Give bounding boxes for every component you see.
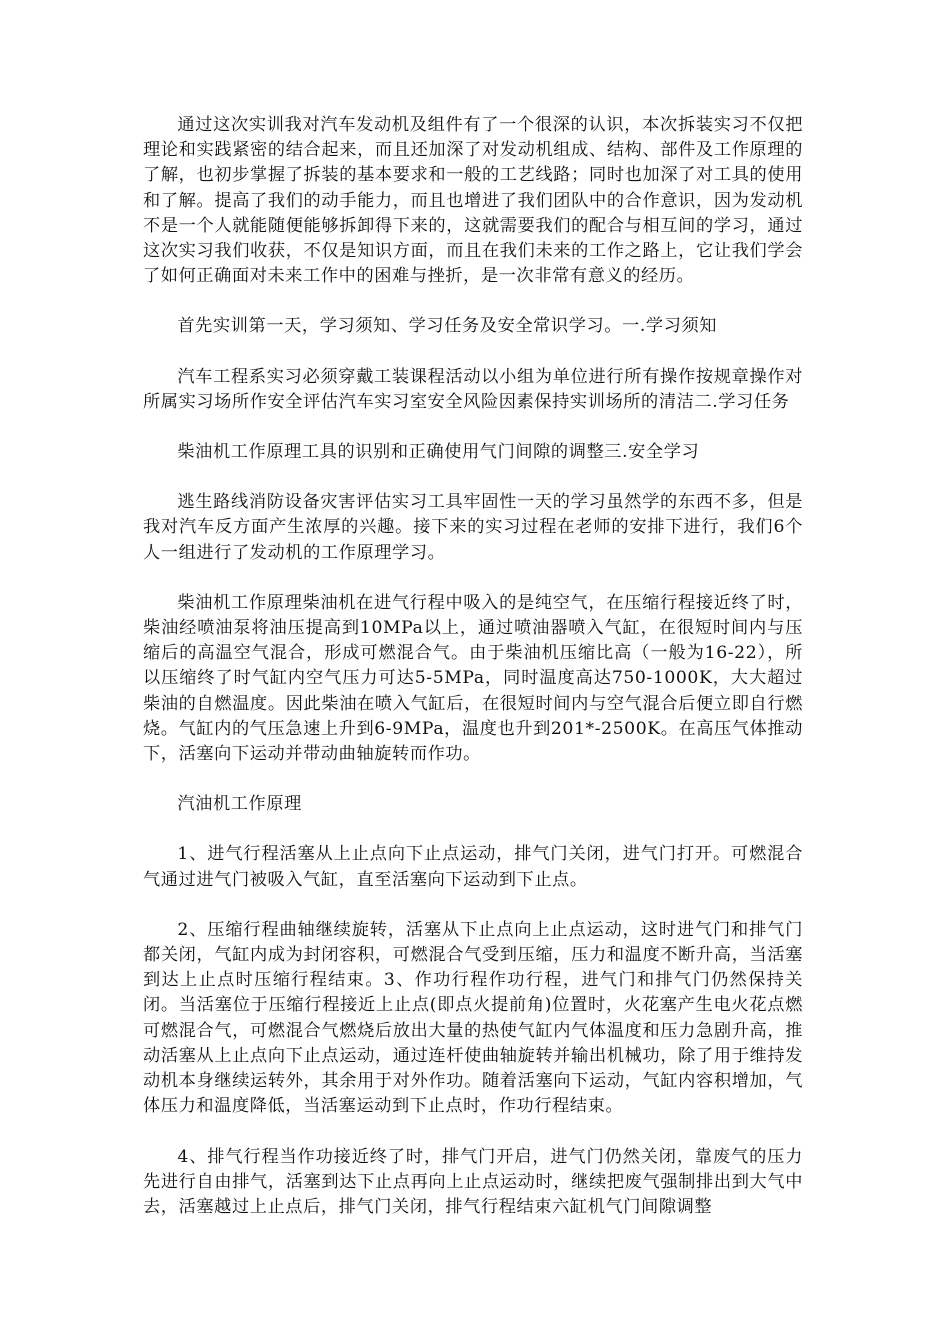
paragraph-diesel-principle: 柴油机工作原理柴油机在进气行程中吸入的是纯空气，在压缩行程接近终了时，柴油经喷油泵将油压提高到10MPa以上，通过喷油器喷入气缸，在很短时间内与压缩后的高温空气混合，形成可燃混合气。由于柴油机压缩比高（一般为16-22），所以压缩终了时气缸内空气压力可达5-5MPa，同时温度高达750-1000K，大大超过柴油的自燃温度。因此柴油在喷入气缸后，在很短时间内与空气混合后便立即自行燃烧。气缸内的气压急速上升到6-9MPa，温度也升到201*-2500K。在高压气体推动下，活塞向下运动并带动曲轴旋转而作功。 bbox=[143, 592, 803, 765]
paragraph-intake-stroke: 1、进气行程活塞从上止点向下止点运动，排气门关闭，进气门打开。可燃混合气通过进气门被吸入气缸，直至活塞向下运动到下止点。 bbox=[143, 844, 803, 890]
paragraph-study-rules: 汽车工程系实习必须穿戴工装课程活动以小组为单位进行所有操作按规章操作对所属实习场所作安全评估汽车实习室安全风险因素保持实训场所的清洁二.学习任务 bbox=[143, 366, 803, 412]
paragraph-exhaust-stroke: 4、排气行程当作功接近终了时，排气门开启，进气门仍然关闭，靠废气的压力先进行自由排气，活塞到达下止点再向上止点运动时，继续把废气强制排出到大气中去，活塞越过上止点后，排气门关闭，排气行程结束六缸机气门间隙调整 bbox=[143, 1146, 803, 1217]
document-page bbox=[143, 113, 803, 1245]
paragraph-safety-study: 逃生路线消防设备灾害评估实习工具牢固性一天的学习虽然学的东西不多，但是我对汽车反方面产生浓厚的兴趣。接下来的实习过程在老师的安排下进行，我们6个人一组进行了发动机的工作原理学习。 bbox=[143, 492, 803, 563]
paragraph-study-tasks: 柴油机工作原理工具的识别和正确使用气门间隙的调整三.安全学习 bbox=[177, 442, 700, 463]
paragraph-compression-power-stroke: 2、压缩行程曲轴继续旋转，活塞从下止点向上止点运动，这时进气门和排气门都关闭，气缸内成为封闭容积，可燃混合气受到压缩，压力和温度不断升高，当活塞到达上止点时压缩行程结束。3、作功行程作功行程，进气门和排气门仍然保持关闭。当活塞位于压缩行程接近上止点(即点火提前角)位置时，火花塞产生电火花点燃可燃混合气，可燃混合气燃烧后放出大量的热使气缸内气体温度和压力急剧升高，推动活塞从上止点向下止点运动，通过连杆使曲轴旋转并输出机械功，除了用于维持发动机本身继续运转外，其余用于对外作功。随着活塞向下运动，气缸内容积增加，气体压力和温度降低，当活塞运动到下止点时，作功行程结束。 bbox=[143, 919, 803, 1117]
paragraph-day-one: 首先实训第一天，学习须知、学习任务及安全常识学习。一.学习须知 bbox=[177, 316, 718, 337]
paragraph-summary: 通过这次实训我对汽车发动机及组件有了一个很深的认识，本次拆装实习不仅把理论和实践紧密的结合起来，而且还加深了对发动机组成、结构、部件及工作原理的了解，也初步掌握了拆装的基本要求和一般的工艺线路；同时也加深了对工具的使用和了解。提高了我们的动手能力，而且也增进了我们团队中的合作意识，因为发动机不是一个人就能随便能够拆卸得下来的，这就需要我们的配合与相互间的学习，通过这次实习我们收获，不仅是知识方面，而且在我们未来的工作之路上，它让我们学会了如何正确面对未来工作中的困难与挫折，是一次非常有意义的经历。 bbox=[143, 115, 803, 287]
paragraph-gasoline-heading: 汽油机工作原理 bbox=[177, 794, 302, 815]
